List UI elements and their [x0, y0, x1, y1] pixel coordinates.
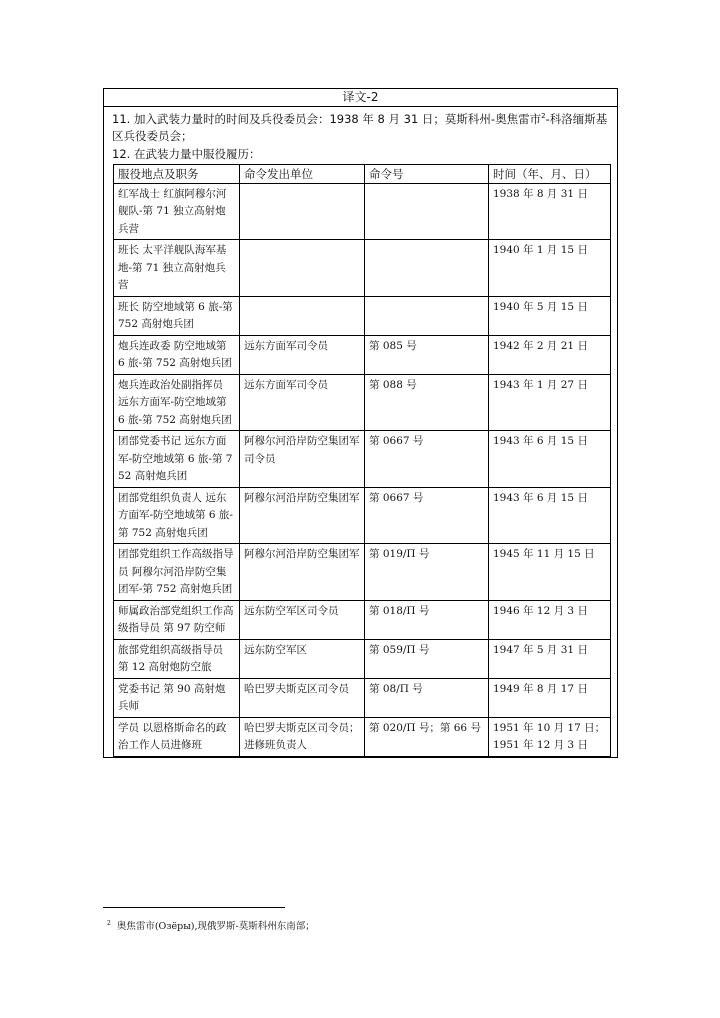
- cell-post: 党委书记 第 90 高射炮兵师: [114, 678, 240, 717]
- cell-issuer: [240, 296, 365, 335]
- cell-post: 炮兵连政委 防空地域第 6 旅-第 752 高射炮兵团: [114, 335, 240, 374]
- cell-date: 1951 年 10 月 17 日；1951 年 12 月 3 日: [489, 717, 611, 756]
- cell-date: 1943 年 1 月 27 日: [489, 374, 611, 431]
- table-row: [114, 431, 611, 488]
- item-12-heading: 12. 在武装力量中服役履历：: [112, 146, 261, 161]
- cell-date: 1942 年 2 月 21 日: [489, 335, 611, 374]
- table-row: [114, 544, 611, 601]
- header-date: 时间（年、月、日）: [489, 164, 611, 183]
- cell-post: 旅部党组织高级指导员 第 12 高射炮防空旅: [114, 639, 240, 678]
- translation-frame: [103, 88, 618, 758]
- cell-date: 1946 年 12 月 3 日: [489, 600, 611, 639]
- table-row: [114, 183, 611, 240]
- footnote: [107, 917, 315, 934]
- table-row: [114, 717, 611, 756]
- cell-issuer: 阿穆尔河沿岸防空集团军司令员: [240, 431, 365, 488]
- cell-order: 第 020/П 号；第 66 号: [365, 717, 489, 756]
- table-row: [114, 296, 611, 335]
- footnote-marker: 2: [107, 920, 111, 927]
- cell-date: 1940 年 1 月 15 日: [489, 240, 611, 297]
- cell-issuer: 阿穆尔河沿岸防空集团军: [240, 487, 365, 544]
- table-row: [114, 335, 611, 374]
- table-row: [114, 600, 611, 639]
- cell-date: 1940 年 5 月 15 日: [489, 296, 611, 335]
- table-row: [114, 639, 611, 678]
- document-page: [103, 88, 618, 758]
- cell-issuer: [240, 240, 365, 297]
- cell-order: 第 018/П 号: [365, 600, 489, 639]
- service-history-table: [113, 164, 611, 757]
- cell-date: 1943 年 6 月 15 日: [489, 431, 611, 488]
- header-post: 服役地点及职务: [114, 164, 240, 183]
- cell-order: 第 088 号: [365, 374, 489, 431]
- cell-order: 第 0667 号: [365, 431, 489, 488]
- cell-order: 第 0667 号: [365, 487, 489, 544]
- cell-order: 第 085 号: [365, 335, 489, 374]
- footnote-separator: [103, 907, 285, 908]
- cell-order: [365, 296, 489, 335]
- cell-order: 第 019/П 号: [365, 544, 489, 601]
- cell-post: 团部党委书记 远东方面军-防空地域第 6 旅-第 752 高射炮兵团: [114, 431, 240, 488]
- footnote-text: 奥焦雷市(Озёры),现俄罗斯-莫斯科州东南部；: [116, 921, 315, 933]
- cell-issuer: 远东防空军区司令员: [240, 600, 365, 639]
- cell-post: 团部党组织工作高级指导员 阿穆尔河沿岸防空集团军-第 752 高射炮兵团: [114, 544, 240, 601]
- table-header-row: [114, 164, 611, 183]
- cell-issuer: 阿穆尔河沿岸防空集团军: [240, 544, 365, 601]
- cell-issuer: 远东方面军司令员: [240, 335, 365, 374]
- cell-issuer: 远东方面军司令员: [240, 374, 365, 431]
- cell-post: 班长 防空地域第 6 旅-第 752 高射炮兵团: [114, 296, 240, 335]
- cell-date: 1949 年 8 月 17 日: [489, 678, 611, 717]
- cell-date: 1943 年 6 月 15 日: [489, 487, 611, 544]
- cell-order: [365, 183, 489, 240]
- cell-post: 团部党组织负责人 远东方面军-防空地域第 6 旅-第 752 高射炮兵团: [114, 487, 240, 544]
- document-title: 译文-2: [104, 89, 617, 107]
- table-row: [114, 487, 611, 544]
- cell-order: [365, 240, 489, 297]
- cell-post: 班长 太平洋舰队海军基地-第 71 独立高射炮兵营: [114, 240, 240, 297]
- cell-issuer: [240, 183, 365, 240]
- footnote-ref[interactable]: 2: [541, 112, 546, 120]
- table-row: [114, 678, 611, 717]
- cell-order: 第 059/П 号: [365, 639, 489, 678]
- cell-date: 1938 年 8 月 31 日: [489, 183, 611, 240]
- header-issuer: 命令发出单位: [240, 164, 365, 183]
- cell-post: 炮兵连政治处副指挥员 远东方面军-防空地域第 6 旅-第 752 高射炮兵团: [114, 374, 240, 431]
- cell-post: 师属政治部党组织工作高级指导员 第 97 防空师: [114, 600, 240, 639]
- cell-date: 1947 年 5 月 31 日: [489, 639, 611, 678]
- table-row: [114, 374, 611, 431]
- cell-issuer: 哈巴罗夫斯克区司令员: [240, 678, 365, 717]
- item-11-enlistment: 11. 加入武装力量时的时间及兵役委员会：1938 年 8 月 31 日；莫斯科州-奥焦雷市$^2$-科洛缅斯基区兵役委员会；: [112, 111, 608, 143]
- cell-issuer: 哈巴罗夫斯克区司令员；进修班负责人: [240, 717, 365, 756]
- cell-post: 学员 以恩格斯命名的政治工作人员进修班: [114, 717, 240, 756]
- cell-date: 1945 年 11 月 15 日: [489, 544, 611, 601]
- header-order: 命令号: [365, 164, 489, 183]
- cell-post: 红军战士 红旗阿穆尔河舰队-第 71 独立高射炮兵营: [114, 183, 240, 240]
- table-row: [114, 240, 611, 297]
- cell-order: 第 08/П 号: [365, 678, 489, 717]
- cell-issuer: 远东防空军区: [240, 639, 365, 678]
